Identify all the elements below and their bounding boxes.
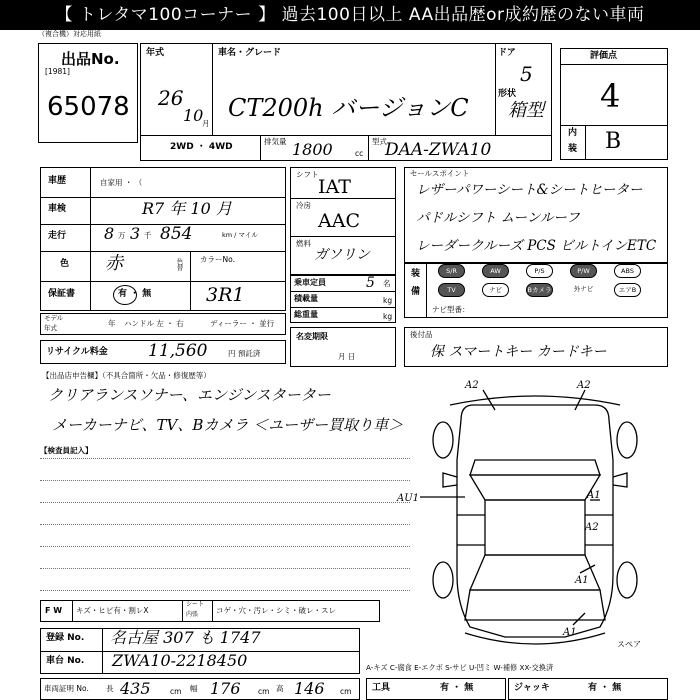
year-label: 年式	[146, 48, 165, 58]
hood	[470, 460, 600, 475]
inspector-label: 【検査員記入】	[40, 446, 93, 455]
doors-label: ドア	[498, 48, 516, 58]
mileage-sen: 3	[130, 224, 141, 243]
banner: 【 トレタマ100コーナー 】 過去100日以上 AA出品歴or成約歴のない車両	[0, 0, 700, 30]
doors-value: 5	[520, 62, 533, 86]
load-unit: kg	[383, 296, 393, 305]
mileage-unit: km / マイル	[222, 231, 258, 239]
score-value: 4	[600, 77, 621, 115]
tools-value: 有 ・ 無	[440, 683, 474, 693]
recycle-label: リサイクル料金	[46, 347, 108, 357]
report-line-1: クリアランスソナー、エンジンスターター	[48, 386, 331, 404]
color-change-label: 色替	[175, 258, 184, 271]
front-left-wheel	[433, 422, 453, 458]
mileage-man-unit: 万	[118, 231, 126, 240]
model-label: 車名・グレード	[218, 48, 282, 58]
jack-value: 有 ・ 無	[588, 683, 622, 693]
year-month: 10	[183, 106, 204, 125]
aircon-value: AAC	[318, 210, 360, 232]
interior-value: B	[605, 129, 622, 154]
car-diagram	[395, 365, 680, 655]
height-label: 高	[276, 684, 284, 693]
windshield	[470, 475, 600, 500]
chassis-no-value: ZWA10-2218450	[112, 651, 248, 670]
shift-label: シフト	[296, 170, 319, 179]
capacity-label: 乗車定員	[294, 278, 326, 287]
jack-label: ジャッキ	[514, 683, 550, 693]
aftermarket-label: 後付品	[410, 330, 433, 339]
model-value: CT200h バージョンC	[228, 94, 469, 122]
sales-label: セールスポイント	[410, 169, 470, 178]
equipment-label-top: 装	[411, 269, 421, 279]
rear-bumper	[465, 633, 605, 644]
model-type-handle: ハンドル 左 ・ 右	[124, 319, 184, 328]
model-type-year: 年	[108, 319, 116, 328]
inspection-label: 車検	[48, 204, 67, 214]
fuel-label: 燃料	[296, 239, 311, 248]
color-label: 色	[60, 259, 70, 269]
weight-unit: kg	[383, 312, 393, 321]
equip-airbag: エアB	[614, 283, 641, 297]
equip-power-window: P/W	[570, 264, 597, 278]
fuel-value: ガソリン	[314, 247, 370, 263]
fw-items: キズ・ヒビ有・割レX	[76, 606, 149, 615]
score-label: 評価点	[590, 51, 618, 61]
chassis-type-label: 型式	[372, 137, 387, 146]
mark-a2-mid: A2	[585, 522, 599, 533]
equip-power-steering: P/S	[526, 264, 553, 278]
name-change-label: 名変期限	[296, 332, 328, 341]
equip-abs: ABS	[614, 264, 641, 278]
mark-a2-left: A2	[465, 380, 479, 391]
equip-navi: ナビ	[482, 283, 509, 297]
tools-label: 工具	[372, 683, 391, 693]
top-note: （複合機）対応用紙	[38, 30, 101, 38]
displacement-label: 排気量	[264, 137, 287, 146]
front-right-wheel	[617, 422, 637, 458]
mark-a2-right: A2	[577, 380, 591, 391]
interior-label-bottom: 装	[568, 144, 578, 154]
recycle-unit: 円 預託済	[228, 349, 261, 358]
interior-label-top: 内	[568, 128, 578, 138]
lot-sub: [1981]	[45, 67, 70, 76]
trunk	[465, 590, 605, 620]
seat-items: コゲ・穴・汚レ・シミ・破レ・スレ	[216, 606, 336, 615]
equip-tv: TV	[438, 283, 465, 297]
drive-label: 2WD ・ 4WD	[170, 142, 233, 152]
equip-sunroof: S/R	[438, 264, 465, 278]
shape-label: 形状	[498, 89, 517, 99]
mark-a1-lower: A1	[575, 575, 589, 586]
sales-line-1: レザーパワーシート&シートヒーター	[416, 182, 643, 198]
load-label: 積載量	[294, 294, 318, 303]
size-label: 車両証明 No.	[44, 684, 89, 693]
warranty-value: 有 ・ 無	[118, 289, 152, 299]
year-value: 26	[158, 86, 184, 110]
registration-label: 登録 No.	[46, 633, 85, 643]
seat-label-top: シート	[186, 601, 205, 608]
name-change-unit: 月 日	[338, 352, 356, 361]
length-value: 435	[120, 679, 151, 698]
front-bumper	[450, 396, 620, 405]
shape-value: 箱型	[508, 100, 544, 121]
spare-label: スペア	[617, 640, 641, 649]
history-value: 自家用 ・ （	[100, 178, 143, 187]
legend: A-キズ C-腐食 E-エクボ S-サビ U-凹ミ W-補修 XX-交換済	[366, 663, 554, 672]
leader-a1-rear	[573, 613, 585, 625]
height-value: 146	[294, 679, 325, 698]
length-unit: cm	[170, 687, 182, 696]
equip-alloy-wheel: AW	[482, 264, 509, 278]
year-month-unit: 月	[202, 119, 210, 128]
chassis-no-label: 車台 No.	[46, 656, 85, 666]
width-value: 176	[210, 679, 241, 698]
aftermarket-value: 保 スマートキー カードキー	[430, 344, 607, 360]
mileage-sen-unit: 千	[144, 231, 152, 240]
lot-box	[38, 43, 138, 143]
aircon-label: 冷房	[296, 201, 311, 210]
weight-label: 総重量	[294, 310, 318, 319]
report-line-2: メーカーナビ、TV、Bカメラ ＜ユーザー買取り車＞	[52, 416, 404, 434]
equip-external-navi: 外ナビ	[570, 283, 597, 297]
mileage-label: 走行	[48, 231, 67, 241]
inspection-value: R7 年 10 月	[142, 199, 232, 218]
recycle-value: 11,560	[148, 341, 208, 361]
capacity-unit: 名	[383, 279, 391, 288]
left-mirror	[443, 473, 457, 487]
leader-a2-right	[575, 390, 585, 410]
leader-a2-left	[483, 390, 495, 410]
lot-number: 65078	[47, 92, 130, 122]
report-label: 【出品店申告欄】（不具合箇所・欠品・修復歴等）	[42, 371, 211, 380]
car-outline	[457, 405, 613, 637]
sales-line-3: レーダークルーズ PCS ビルトインETC	[416, 238, 657, 254]
model-type-label-bottom: 年式	[44, 324, 57, 332]
rear-left-wheel	[433, 562, 453, 598]
registration-value: 名古屋 307 も 1747	[110, 628, 261, 647]
height-unit: cm	[340, 687, 352, 696]
mileage-man: 8	[104, 224, 115, 243]
mark-au1: AU1	[397, 493, 420, 504]
equip-back-camera: Bカメラ	[526, 283, 553, 297]
mark-a1-rear: A1	[563, 627, 577, 638]
equipment-label-bottom: 備	[411, 287, 421, 297]
capacity-value: 5	[366, 275, 375, 291]
displacement-unit: cc	[355, 149, 364, 158]
model-type-label-top: モデル	[44, 314, 64, 322]
shift-value: IAT	[318, 176, 351, 198]
mark-a1-right: A1	[587, 490, 601, 501]
mileage-rest: 854	[160, 224, 193, 244]
warranty-label: 保証書	[48, 289, 76, 299]
width-label: 幅	[190, 684, 198, 693]
displacement-value: 1800	[292, 140, 333, 159]
length-label: 長	[106, 684, 114, 693]
chassis-type-value: DAA-ZWA10	[385, 140, 492, 160]
history-label: 車歴	[48, 176, 67, 186]
sales-line-2: パドルシフト ムーンルーフ	[416, 210, 580, 226]
width-unit: cm	[258, 687, 270, 696]
lot-label: 出品No.	[61, 50, 120, 68]
color-value: 赤	[105, 253, 123, 274]
fw-label: F W	[45, 606, 63, 615]
seat-label-bottom: 内張	[186, 611, 199, 618]
rear-right-wheel	[617, 562, 637, 598]
nav-model-label: ナビ型番：	[432, 305, 470, 314]
right-mirror	[613, 473, 627, 487]
colorno-label: カラーNo.	[200, 255, 235, 264]
colorno-value: 3R1	[206, 284, 245, 306]
model-type-dealer: ディーラー ・ 並行	[210, 319, 275, 328]
warranty-circle	[113, 285, 137, 305]
roof	[485, 500, 585, 555]
